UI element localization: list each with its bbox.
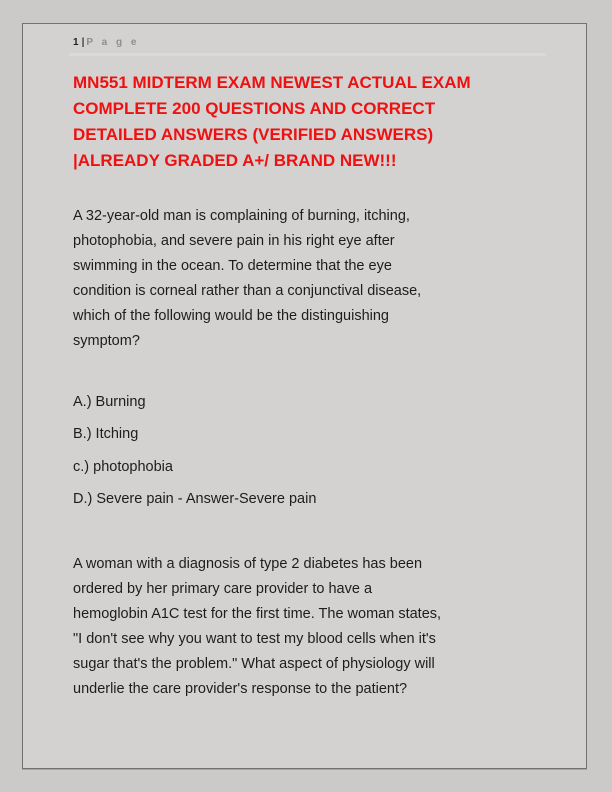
option-b: B.) Itching	[73, 426, 139, 443]
question-1-line: condition is corneal rather than a conjunctival disease,	[73, 283, 422, 299]
document-page	[22, 23, 587, 769]
question-2-line: A woman with a diagnosis of type 2 diabetes has been	[73, 556, 423, 572]
answer-options	[73, 390, 316, 520]
title-line: |ALREADY GRADED A+/ BRAND NEW!!!	[73, 151, 397, 170]
question-1-text	[73, 204, 421, 354]
header-rule	[69, 53, 546, 56]
page-header-label: P a g e	[86, 37, 140, 48]
question-2-line: ordered by her primary care provider to have a	[73, 581, 373, 597]
title-line: MN551 MIDTERM EXAM NEWEST ACTUAL EXAM	[73, 73, 471, 92]
question-1-line: symptom?	[73, 333, 140, 349]
question-2-text	[73, 552, 441, 702]
question-2-line: underlie the care provider's response to the patient?	[73, 681, 408, 697]
option-d-with-answer: D.) Severe pain - Answer-Severe pain	[73, 491, 317, 508]
question-2-line: "I don't see why you want to test my blood cells when it's	[73, 631, 436, 647]
question-1-line: photophobia, and severe pain in his right eye after	[73, 233, 395, 249]
page-header-separator: |	[81, 37, 85, 48]
document-title	[73, 70, 553, 174]
page-header	[73, 37, 139, 48]
question-1-line: which of the following would be the distinguishing	[73, 308, 389, 324]
question-1-line: swimming in the ocean. To determine that the eye	[73, 258, 392, 274]
question-2-line: hemoglobin A1C test for the first time. The woman states,	[73, 606, 442, 622]
option-a: A.) Burning	[73, 394, 146, 410]
title-line: COMPLETE 200 QUESTIONS AND CORRECT	[73, 99, 436, 118]
question-1-line: A 32-year-old man is complaining of burning, itching,	[73, 208, 410, 224]
page-number: 1	[73, 37, 79, 48]
title-line: DETAILED ANSWERS (VERIFIED ANSWERS)	[73, 125, 434, 144]
option-c: c.) photophobia	[73, 458, 173, 475]
question-2-line: sugar that's the problem." What aspect of physiology will	[73, 656, 435, 672]
